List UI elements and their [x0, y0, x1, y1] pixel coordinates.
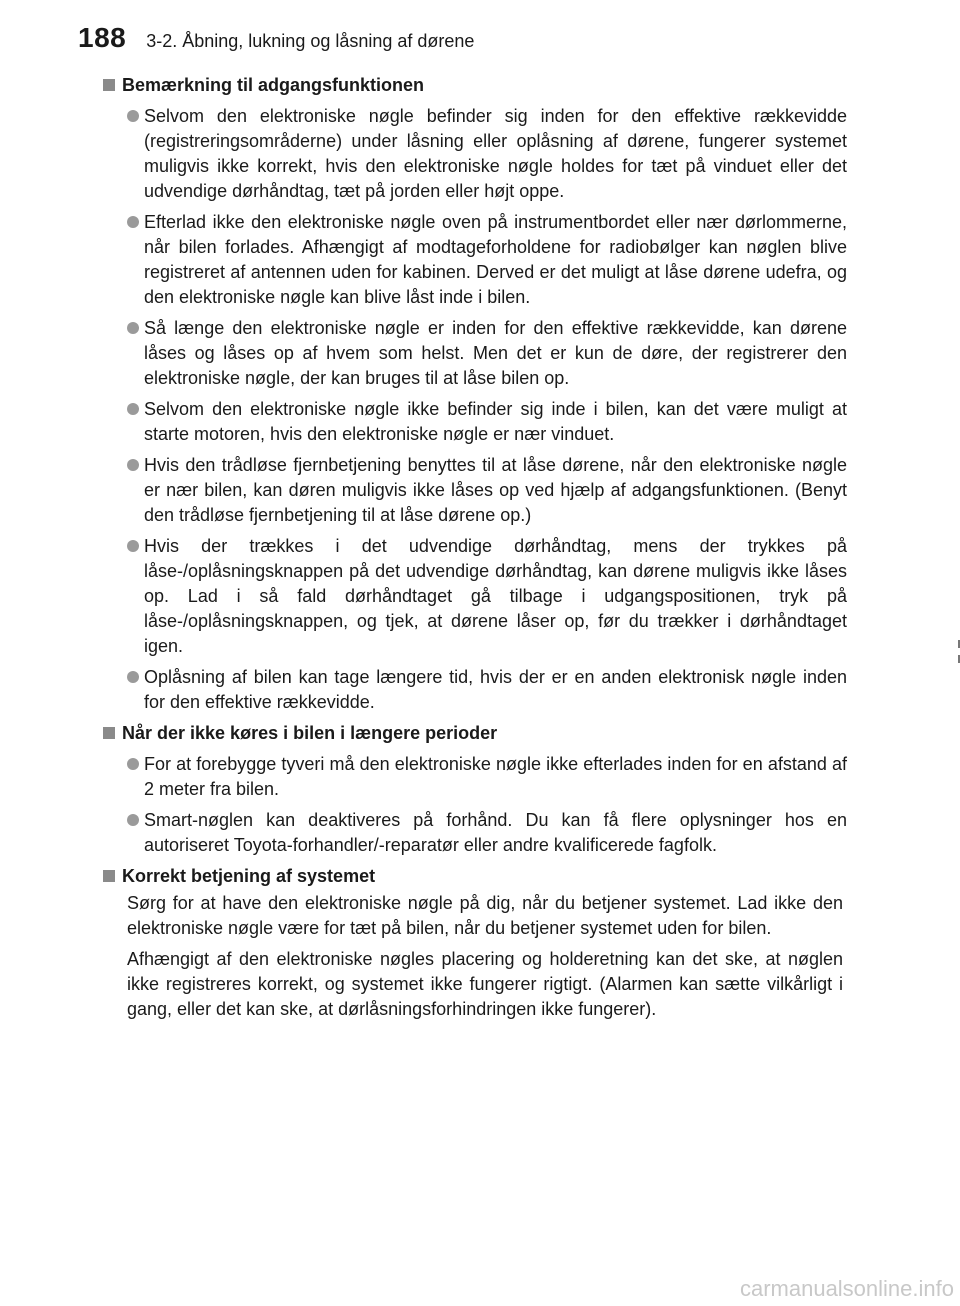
- list-item: For at forebygge tyveri må den elektroniske nøgle ikke efterlades inden for en afstand af 2 meter fra bilen.: [127, 752, 847, 802]
- heading-text: Bemærkning til adgangsfunktionen: [122, 75, 425, 95]
- square-bullet-icon: [103, 870, 115, 882]
- page-number: 188: [78, 22, 127, 53]
- circle-bullet-icon: [127, 403, 139, 415]
- circle-bullet-icon: [127, 110, 139, 122]
- heading-text: Når der ikke køres i bilen i længere perioder: [122, 723, 498, 743]
- circle-bullet-icon: [127, 814, 139, 826]
- list-item: Smart-nøglen kan deaktiveres på forhånd. Du kan få flere oplysninger hos en autoriseret Toyota-forhandler/-reparatør eller andre kvalificerede fagfolk.: [127, 808, 847, 858]
- circle-bullet-icon: [127, 459, 139, 471]
- paragraph: Sørg for at have den elektroniske nøgle på dig, når du betjener systemet. Lad ikke den elektroniske nøgle være for tæt på bilen, når du betjener systemet uden for bilen.: [127, 893, 843, 938]
- circle-bullet-icon: [127, 322, 139, 334]
- list-item: Oplåsning af bilen kan tage længere tid, hvis der er en anden elektronisk nøgle inden for den effektive rækkevidde.: [127, 665, 847, 715]
- list-item: Selvom den elektroniske nøgle ikke befinder sig inde i bilen, kan det være muligt at starte motoren, hvis den elektroniske nøgle er nær vinduet.: [127, 397, 847, 447]
- list-item: Så længe den elektroniske nøgle er inden for den effektive rækkevidde, kan dørene låses og låses op af hvem som helst. Men det er kun de døre, der registrerer den elektroniske nøgle, der kan bruges til at låse bilen op.: [127, 316, 847, 391]
- heading-text: Korrekt betjening af systemet: [122, 866, 376, 886]
- square-bullet-icon: [103, 79, 115, 91]
- list-item: Hvis der trækkes i det udvendige dørhåndtag, mens der trykkes på låse-/oplåsningsknappen på det udvendige dørhåndtag, kan dørene muligvis ikke låses op. Lad i så fald dørhåndtaget gå tilbage i udgangspositionen, tryk på låse-/oplåsningsknappen, og tjek, at dørene låser op, før du trækker i dørhåndtaget igen.: [127, 534, 847, 659]
- circle-bullet-icon: [127, 540, 139, 552]
- section-heading: [103, 73, 847, 98]
- circle-bullet-icon: [127, 671, 139, 683]
- section-heading: [103, 721, 847, 746]
- list-item: Hvis den trådløse fjernbetjening benyttes til at låse dørene, når den elektroniske nøgle er nær bilen, kan døren muligvis ikke låses op ved hjælp af adgangsfunktionen. (Benyt den trådløse fjernbetjening til at låse dørene op.): [127, 453, 847, 528]
- page-content: [103, 73, 847, 1022]
- list-item: Selvom den elektroniske nøgle befinder sig inden for den effektive rækkevidde (registreringsområderne) under låsning eller oplåsning af dørene, fungerer systemet muligvis ikke korrekt, hvis den elektroniske nøgle holdes for tæt på vinduet eller det udvendige dørhåndtag, tæt på jorden eller højt oppe.: [127, 104, 847, 204]
- section-title: 3-2. Åbning, lukning og låsning af dørene: [146, 31, 475, 51]
- list-item: Efterlad ikke den elektroniske nøgle oven på instrumentbordet eller nær dørlommerne, når bilen forlades. Afhængigt af modtageforholdene for radiobølger kan nøglen blive registreret af antennen uden for kabinen. Derved er det muligt at låse dørene udefra, og den elektroniske nøgle kan blive låst inde i bilen.: [127, 210, 847, 310]
- circle-bullet-icon: [127, 758, 139, 770]
- section-heading: [103, 864, 847, 889]
- paragraph: Afhængigt af den elektroniske nøgles placering og holderetning kan det ske, at nøglen ikke registreres korrekt, og systemet ikke fungerer rigtigt. (Alarmen kan sætte vilkårligt i gang, eller det kan ske, at dørlåsningsforhindringen ikke fungerer).: [127, 949, 843, 1019]
- circle-bullet-icon: [127, 216, 139, 228]
- watermark-text: carmanualsonline.info: [739, 1276, 954, 1301]
- page-header: [78, 22, 474, 62]
- square-bullet-icon: [103, 727, 115, 739]
